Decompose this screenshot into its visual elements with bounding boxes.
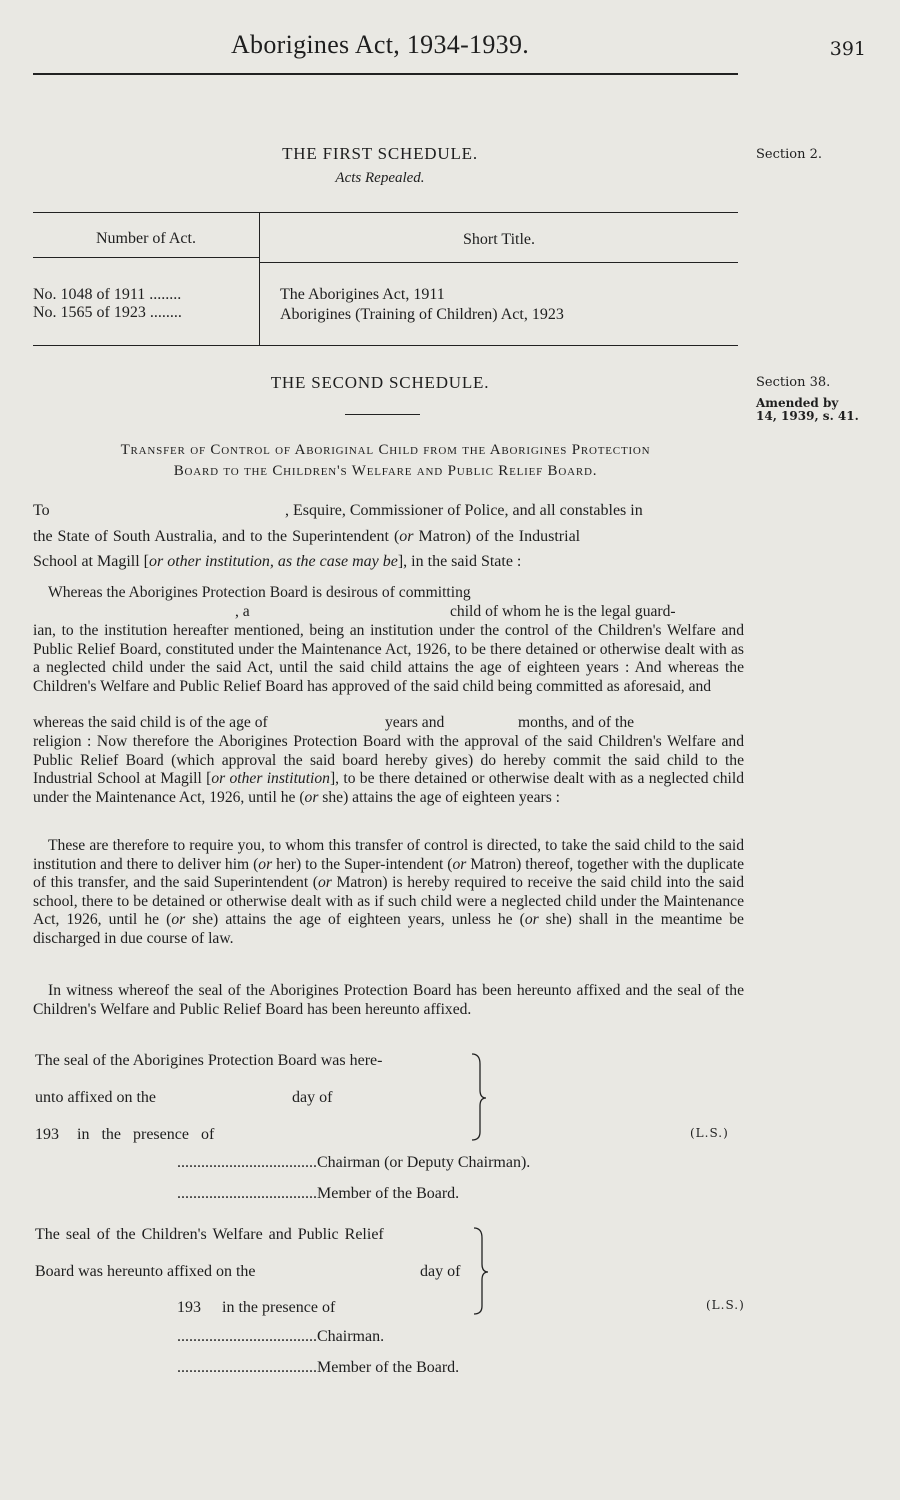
seal2-line3a: 193 — [177, 1299, 201, 1316]
to-line2: the State of South Australia, and to the Superintendent (or Matron) of the Industrial — [33, 528, 581, 545]
seal2-ls: (L.S.) — [706, 1298, 745, 1312]
running-title: Aborigines Act, 1934-1939. — [230, 30, 530, 59]
table-header-rule-left — [33, 257, 259, 258]
second-schedule-heading: THE SECOND SCHEDULE. — [270, 373, 490, 392]
amended-note-line1: Amended by — [756, 396, 839, 410]
seal1-line2a: unto affixed on the — [35, 1089, 157, 1106]
seal2-brace — [472, 1224, 492, 1316]
first-schedule-subheading: Acts Repealed. — [335, 170, 425, 186]
seal2-line2b: day of — [420, 1263, 461, 1280]
header-rule — [33, 73, 738, 75]
table-header-title: Short Title. — [462, 231, 536, 248]
seal1-line3a: 193 — [35, 1126, 59, 1143]
table-bottom-rule — [33, 345, 738, 346]
seal1-line2b: day of — [292, 1089, 333, 1106]
second-schedule-side-note: Section 38. — [756, 375, 831, 390]
these-paragraph: These are therefore to require you, to whom this transfer of control is directed, to take the said child to the said institution and there to deliver him (or her) to the Super-intendent (or Matron) thereof, together with the duplicate of this transfer, and the said Superintendent (or Matron) is hereby required to receive the said child into the said school, there to be detained or otherwise dealt with as if such child were a neglected child under the Maintenance Act, 1926, until he (or she) attains the age of eighteen years, unless he (or she) shall in the meantime be discharged in due course of law. — [33, 837, 744, 947]
table-header-number: Number of Act. — [96, 230, 196, 247]
table-row-number: No. 1048 of 1911 ........ — [33, 286, 182, 303]
seal1-ls: (L.S.) — [690, 1126, 729, 1140]
amended-note-line2: 14, 1939, s. 41. — [756, 409, 859, 423]
seal2-line2a: Board was hereunto affixed on the — [35, 1263, 256, 1280]
whereas-line2a: , a — [235, 603, 250, 620]
table-row-title: The Aborigines Act, 1911 — [280, 286, 445, 303]
seal2-line3b: in the presence of — [222, 1299, 336, 1316]
first-schedule-heading: THE FIRST SCHEDULE. — [282, 144, 478, 163]
table-row-number: No. 1565 of 1923 ........ — [33, 304, 182, 321]
seal1-line1: The seal of the Aborigines Protection Board was here- — [35, 1052, 383, 1069]
to-line3: School at Magill [or other institution, as the case may be], in the said State : — [33, 553, 522, 570]
whereas-line1: Whereas the Aborigines Protection Board is desirous of committing — [48, 584, 471, 601]
seal2-line1: The seal of the Children's Welfare and Public Relief — [35, 1226, 384, 1243]
whereas-age-b: years and — [385, 714, 445, 731]
seal2-sig-chairman: ...................................Chairman. — [177, 1328, 385, 1345]
seal1-sig-member: ...................................Member of the Board. — [177, 1185, 460, 1202]
whereas-age-a: whereas the said child is of the age of — [33, 714, 268, 731]
form-title-line2: Board to the Children's Welfare and Public Relief Board. — [173, 463, 598, 479]
whereas-age-c: months, and of the — [518, 714, 635, 731]
page-number: 391 — [829, 38, 866, 60]
table-header-rule-right — [260, 262, 738, 263]
to-line1: , Esquire, Commissioner of Police, and all constables in — [285, 502, 643, 519]
whereas-line2b: child of whom he is the legal guard- — [450, 603, 676, 620]
seal1-line3b: in the presence of — [77, 1126, 215, 1143]
to-word: To — [33, 502, 50, 519]
whereas-body-a: ian, to the institution hereafter mentioned, being an institution under the control of the Children's Welfare and Public Relief Board, constituted under the Maintenance Act, 1926, to be there detained or otherwise dealt with as a neglected child under the said Act, until the said child attains the age of eighteen years : And whereas the Children's Welfare and Public Relief Board has approved of the said child being committed as aforesaid, and — [33, 622, 744, 695]
whereas-body-b: religion : Now therefore the Aborigines Protection Board with the approval of the said Children's Welfare and Public Relief Board (which approval the said board hereby gives) do hereby commit the said child to the Industrial School at Magill [or other institution], to be there detained or otherwise dealt with as a neglected child under the Maintenance Act, 1926, until he (or she) attains the age of eighteen years : — [33, 733, 744, 806]
witness-paragraph: In witness whereof the seal of the Aborigines Protection Board has been hereunto affixed and the seal of the Children's Welfare and Public Relief Board has been hereunto affixed. — [33, 982, 744, 1018]
table-top-rule — [33, 212, 738, 213]
form-title-line1: Transfer of Control of Aboriginal Child from the Aborigines Protection — [120, 442, 651, 458]
seal2-sig-member: ...................................Member of the Board. — [177, 1359, 460, 1376]
seal1-sig-chairman: ...................................Chairman (or Deputy Chairman). — [177, 1154, 531, 1171]
heading-short-rule — [345, 414, 420, 415]
first-schedule-side-note: Section 2. — [756, 147, 822, 162]
seal1-brace — [470, 1050, 490, 1142]
table-row-title: Aborigines (Training of Children) Act, 1923 — [280, 306, 564, 323]
